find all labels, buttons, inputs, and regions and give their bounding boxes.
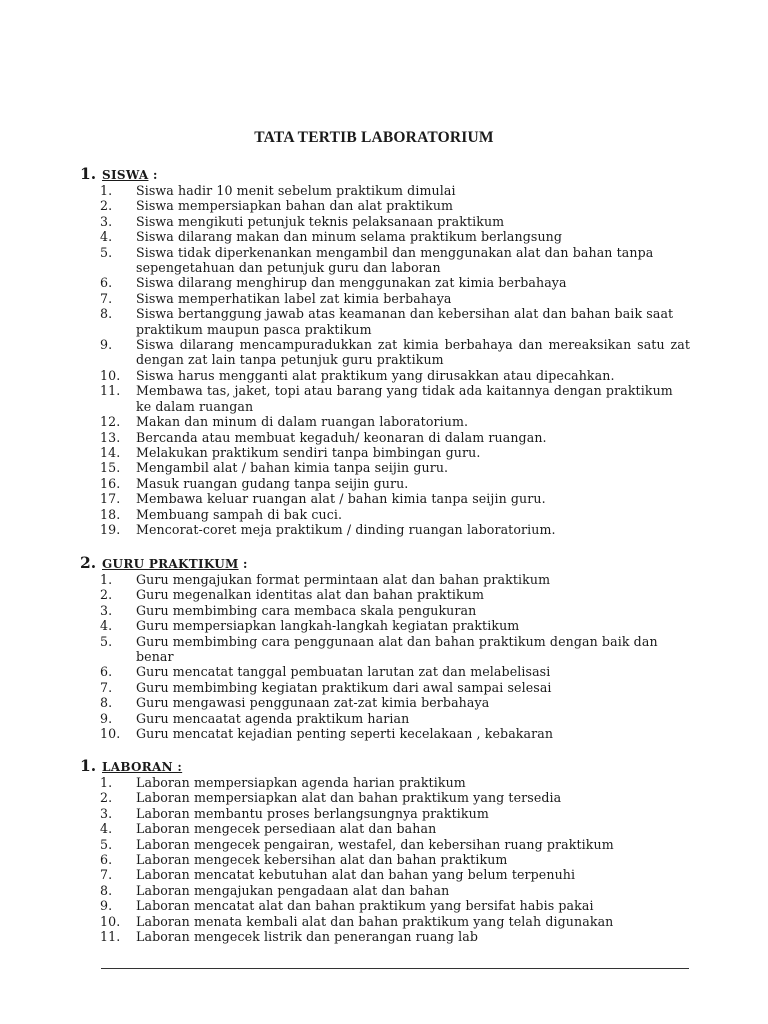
item-text: Siswa memperhatikan label zat kimia berbahaya [136, 290, 452, 306]
list-item [80, 507, 690, 522]
list-item [80, 634, 690, 665]
item-number: 6. [100, 852, 113, 868]
item-number: 5. [100, 244, 113, 260]
item-text: Mengambil alat / bahan kimia tanpa seijin guru. [136, 460, 449, 476]
item-number: 17. [100, 491, 121, 507]
list-item [80, 618, 690, 633]
item-text: Laboran mempersiapkan alat dan bahan praktikum yang tersedia [136, 790, 562, 806]
list-item [80, 430, 690, 445]
item-number: 6. [100, 664, 113, 680]
document-title: TATA TERTIB LABORATORIUM [254, 129, 494, 146]
item-text: Laboran menata kembali alat dan bahan praktikum yang telah digunakan [136, 913, 614, 929]
item-number: 10. [100, 726, 121, 742]
item-text: Guru mempersiapkan langkah-langkah kegiatan praktikum [136, 618, 520, 634]
item-text: Siswa harus mengganti alat praktikum yang dirusakkan atau dipecahkan. [136, 367, 615, 383]
item-text: Laboran mengecek kebersihan alat dan bahan praktikum [136, 852, 508, 868]
item-text: Masuk ruangan gudang tanpa seijin guru. [136, 475, 409, 491]
list-item [80, 445, 690, 460]
item-number: 8. [100, 695, 113, 711]
item-text: Laboran mengecek pengairan, westafel, dan kebersihan ruang praktikum [136, 836, 614, 852]
list-item [80, 837, 690, 852]
item-number: 8. [100, 306, 113, 322]
item-number: 14. [100, 444, 121, 460]
item-number: 8. [100, 882, 113, 898]
section-colon: : [148, 167, 158, 182]
item-number: 13. [100, 429, 121, 445]
rule-list [80, 183, 690, 537]
item-number: 2. [100, 790, 113, 806]
list-item [80, 275, 690, 290]
list-item [80, 306, 690, 337]
item-text: Siswa mempersiapkan bahan dan alat praktikum [136, 198, 454, 214]
list-item [80, 726, 690, 741]
item-number: 15. [100, 460, 121, 476]
list-item [80, 914, 690, 929]
item-text: Guru mengawasi penggunaan zat-zat kimia berbahaya [136, 695, 490, 711]
item-number: 9. [100, 337, 113, 353]
item-text: Laboran mengecek listrik dan penerangan ruang lab [136, 929, 478, 945]
item-text: Siswa hadir 10 menit sebelum praktikum dimulai [136, 183, 456, 198]
item-text: Laboran mengecek persediaan alat dan bahan [136, 821, 437, 837]
item-number: 4. [100, 821, 113, 837]
item-text: Guru megenalkan identitas alat dan bahan praktikum [136, 587, 484, 603]
item-text: Siswa dilarang mencampuradukkan zat kimia berbahaya dan mereaksikan satu zat dengan zat lain tanpa petunjuk guru praktikum [136, 337, 690, 368]
list-item [80, 522, 690, 537]
item-text: Guru membimbing kegiatan praktikum dari awal sampai selesai [136, 679, 552, 695]
list-item [80, 572, 690, 587]
item-text: Guru membimbing cara penggunaan alat dan bahan praktikum dengan baik dan benar [136, 633, 658, 665]
list-item [80, 806, 690, 821]
section-label: GURU PRAKTIKUM [102, 557, 239, 571]
item-number: 11. [100, 383, 121, 399]
item-number: 19. [100, 521, 121, 537]
item-text: Bercanda atau membuat kegaduh/ keonaran di dalam ruangan. [136, 429, 547, 445]
item-text: Membawa tas, jaket, topi atau barang yang tidak ada kaitannya dengan praktikum ke dalam ruangan [136, 383, 673, 414]
list-item [80, 337, 690, 368]
section-label: SISWA [102, 168, 149, 182]
list-item [80, 603, 690, 618]
list-item [80, 587, 690, 602]
footer-divider [101, 968, 689, 969]
item-text: Laboran mencatat alat dan bahan praktikum yang bersifat habis pakai [136, 898, 594, 914]
item-text: Guru membimbing cara membaca skala pengukuran [136, 602, 477, 618]
list-item [80, 460, 690, 475]
section-laboran [80, 756, 690, 944]
item-number: 10. [100, 367, 121, 383]
rule-list [80, 775, 690, 944]
item-text: Makan dan minum di dalam ruangan laboratorium. [136, 414, 469, 430]
item-text: Guru mencaatat agenda praktikum harian [136, 710, 410, 726]
item-text: Siswa dilarang makan dan minum selama praktikum berlangsung [136, 229, 563, 245]
item-number: 2. [100, 198, 113, 214]
section-label: LABORAN : [102, 760, 183, 774]
list-item [80, 790, 690, 805]
list-item [80, 929, 690, 944]
section-heading [80, 553, 690, 572]
item-number: 11. [100, 929, 121, 945]
list-item [80, 883, 690, 898]
section-number: 1. [80, 756, 97, 775]
item-number: 12. [100, 414, 121, 430]
list-item [80, 383, 690, 414]
list-item [80, 898, 690, 913]
rule-list [80, 572, 690, 741]
item-text: Siswa mengikuti petunjuk teknis pelaksanaan praktikum [136, 213, 505, 229]
section-number: 1. [80, 164, 97, 183]
item-number: 4. [100, 229, 113, 245]
item-text: Laboran mempersiapkan agenda harian praktikum [136, 775, 466, 790]
item-text: Membawa keluar ruangan alat / bahan kimia tanpa seijin guru. [136, 491, 546, 507]
item-number: 3. [100, 213, 113, 229]
item-text: Laboran mengajukan pengadaan alat dan bahan [136, 882, 450, 898]
list-item [80, 414, 690, 429]
item-number: 9. [100, 710, 113, 726]
section-number: 2. [80, 553, 97, 572]
list-item [80, 680, 690, 695]
item-number: 5. [100, 836, 113, 852]
list-item [80, 664, 690, 679]
section-guru-praktikum [80, 553, 690, 741]
item-number: 7. [100, 679, 113, 695]
item-number: 18. [100, 506, 121, 522]
item-text: Laboran mencatat kebutuhan alat dan bahan yang belum terpenuhi [136, 867, 576, 883]
list-item [80, 368, 690, 383]
list-item [80, 821, 690, 836]
item-number: 4. [100, 618, 113, 634]
item-text: Guru mencatat tanggal pembuatan larutan zat dan melabelisasi [136, 664, 551, 680]
item-number: 5. [100, 633, 113, 649]
item-text: Mencorat-coret meja praktikum / dinding ruangan laboratorium. [136, 521, 556, 537]
item-number: 2. [100, 587, 113, 603]
item-text: Laboran membantu proses berlangsungnya praktikum [136, 805, 489, 821]
item-number: 10. [100, 913, 121, 929]
item-number: 3. [100, 602, 113, 618]
item-number: 6. [100, 275, 113, 291]
list-item [80, 476, 690, 491]
item-number: 1. [100, 183, 113, 198]
list-item [80, 711, 690, 726]
list-item [80, 183, 690, 198]
list-item [80, 229, 690, 244]
section-colon: : [238, 556, 248, 571]
list-item [80, 214, 690, 229]
list-item [80, 775, 690, 790]
item-number: 16. [100, 475, 121, 491]
item-number: 1. [100, 775, 113, 790]
item-text: Siswa bertanggung jawab atas keamanan dan kebersihan alat dan bahan baik saat praktikum maupun pasca praktikum [136, 306, 674, 337]
list-item [80, 291, 690, 306]
list-item [80, 867, 690, 882]
item-text: Guru mencatat kejadian penting seperti kecelakaan , kebakaran [136, 726, 554, 742]
item-text: Membuang sampah di bak cuci. [136, 506, 343, 522]
list-item [80, 198, 690, 213]
list-item [80, 852, 690, 867]
list-item [80, 491, 690, 506]
item-text: Siswa tidak diperkenankan mengambil dan menggunakan alat dan bahan tanpa sepengetahuan dan petunjuk guru dan laboran [136, 244, 654, 276]
item-number: 7. [100, 867, 113, 883]
item-text: Melakukan praktikum sendiri tanpa bimbingan guru. [136, 444, 481, 460]
list-item [80, 695, 690, 710]
section-heading [80, 164, 690, 183]
item-text: Siswa dilarang menghirup dan menggunakan zat kimia berbahaya [136, 275, 567, 291]
section-heading [80, 756, 690, 775]
item-text: Guru mengajukan format permintaan alat dan bahan praktikum [136, 572, 551, 587]
item-number: 7. [100, 290, 113, 306]
section-siswa [80, 164, 690, 537]
item-number: 1. [100, 572, 113, 587]
list-item [80, 245, 690, 276]
item-number: 9. [100, 898, 113, 914]
item-number: 3. [100, 805, 113, 821]
